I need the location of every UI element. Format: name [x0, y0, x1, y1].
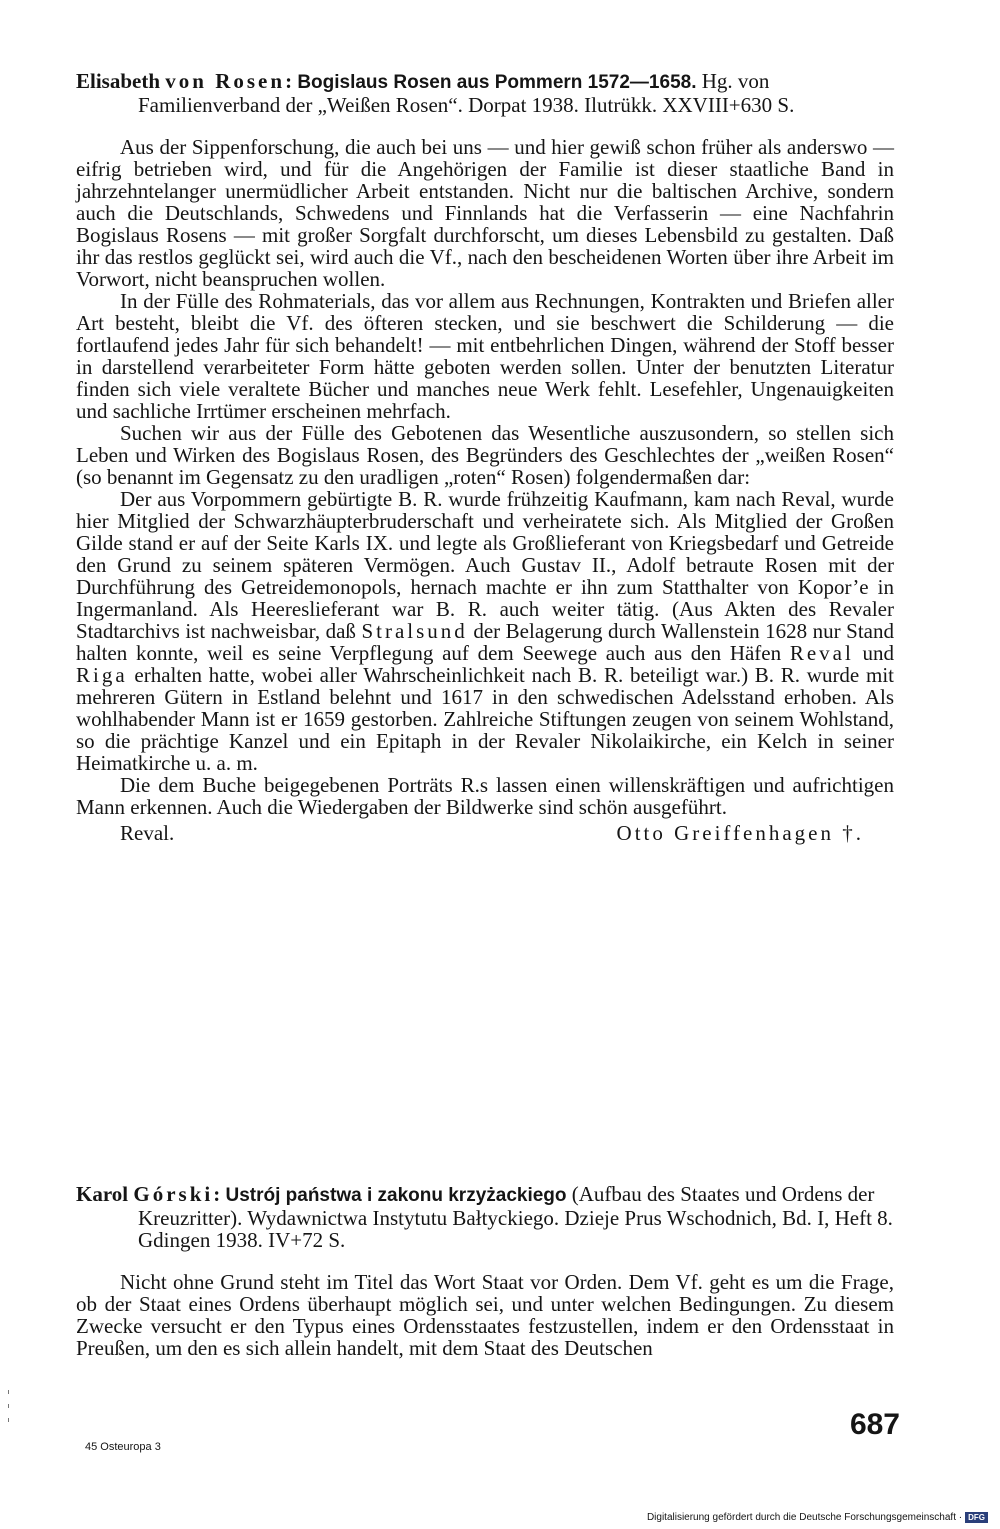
author-last-name: von Rosen [165, 69, 286, 93]
signature-row [76, 822, 894, 844]
digitization-footer [647, 1512, 988, 1523]
margin-mark [8, 1418, 9, 1422]
biography-paragraph [76, 488, 894, 774]
dfg-logo-icon: DFG [965, 1512, 988, 1523]
paragraph: Aus der Sippenforschung, die auch bei uns — und hier gewiß schon früher als anderswo — eifrig betrieben wird, und für die Angehörigen der Familie ist dieser staatliche Band in jahrzehntelanger unermüdlicher Arbeit entstanden. Nicht nur die baltischen Archive, sondern auch die Deutschlands, Schwedens und Finnlands hat die Verfasserin — eine Nachfahrin Bogislaus Rosens — mit großer Sorgfalt durchforscht, um dieses Lebensbild zu gestalten. Daß ihr das restlos geglückt sei, wird auch die Vf., nach den bescheidenen Worten über ihre Arbeit im Vorwort, nicht beanspruchen wollen. [76, 135, 894, 291]
author-first-name: Elisabeth [76, 69, 161, 93]
printer-signature: 45 Osteuropa 3 [85, 1441, 161, 1453]
paragraph: Suchen wir aus der Fülle des Gebotenen das Wesentliche auszusondern, so stellen sich Leben und Wirken des Bogislaus Rosen, des Begründers des Geschlechtes der „weißen Rosen“ (so benannt im Gegensatz zu den uradligen „roten“ Rosen) folgendermaßen dar: [76, 421, 894, 489]
author-last-name: Górski [133, 1182, 214, 1206]
reviewer-name: Otto Greiffenhagen †. [616, 821, 864, 845]
footer-text: Digitalisierung gefördert durch die Deutsche Forschungsgemeinschaft · [646, 1512, 963, 1523]
page-number: 687 [849, 1408, 900, 1441]
spacer [76, 116, 894, 136]
review-heading [76, 1183, 894, 1251]
colon: : [285, 69, 293, 93]
city-stralsund: Stralsund [361, 619, 468, 643]
review-place: Reval. [120, 821, 175, 845]
margin-mark [8, 1390, 9, 1394]
city-riga: Riga [76, 663, 128, 687]
paragraph: In der Fülle des Rohmaterials, das vor allem aus Rechnungen, Kontrakten und Briefen aller Art besteht, bleibt die Vf. des öfteren stecken, und sie beschwert die Schilderung — die fortlaufend jedes Jahr für sich behandelt! — mit entbehrlichen Dingen, während der Stoff besser in darstellend verarbeiteter Form hätte geboten werden sollen. Unter der benutzten Literatur finden sich viele veraltete Bücher und manches neue Werk fehlt. Lesefehler, Ungenauigkeiten und sachliche Irrtümer erscheinen mehrfach. [76, 289, 894, 423]
paragraph: Die dem Buche beigegebenen Porträts R.s lassen einen willenskräftigen und aufrichtigen Mann erkennen. Auch die Wiedergaben der Bildwerke sind schön ausgeführt. [76, 773, 894, 819]
author-first-name: Karol [76, 1182, 129, 1206]
bio-text: Der aus Vorpommern gebürtigte B. R. wurde frühzeitig Kaufmann, kam nach Reval, wurde hier Mitglied der Schwarzhäupterbruderschaft und verheiratete sich. Als Mitglied der Großen Gilde stand er auf der Seite Karls IX. und legte als Großlieferant von Kriegsbedarf und Getreide den Grund zu seinem späteren Vermögen. Auch Gustav II., Adolf betraute Rosen mit der Durchführung des Getreidemonopols, hernach machte er ihn zum Statthalter von Kopor’e in Ingermanland. Als Heereslieferant war B. R. auch weiter tätig. (Aus Akten des Revaler Stadtarchivs ist nachweisbar, daß [76, 487, 894, 643]
review-heading [76, 70, 894, 116]
bibliographic-info: (Aufbau des Staates und Ordens der Kreuzritter). Wydawnictwa Instytutu Bałtyckiego. Dzieje Prus Wschodnich, Bd. I, Heft 8. Gdingen 1938. IV+72 S. [138, 1182, 893, 1252]
bio-text: erhalten hatte, wobei aller Wahrscheinlichkeit nach B. R. beteiligt war.) B. R. wurde mit mehreren Gütern in Estland belehnt und 1617 in den schwedischen Adelsstand erhoben. Als wohlhabender Mann ist er 1659 gestorben. Zahlreiche Stiftungen zeugen von seinem Wohlstand, so die prächtige Kanzel und ein Epitaph in der Revaler Nikolaikirche, ein Kelch in seiner Heimatkirche u. a. m. [76, 663, 894, 775]
colon: : [213, 1182, 221, 1206]
review-entry-rosen [76, 70, 894, 844]
bibliographic-info: Hg. von Familienverband der „Weißen Rosen“. Dorpat 1938. Ilutrükk. XXVIII+630 S. [138, 69, 795, 117]
spacer [76, 1251, 894, 1271]
city-reval: Reval [789, 641, 854, 665]
bio-text: und [862, 641, 895, 665]
book-title: Bogislaus Rosen aus Pommern 1572—1658. [297, 72, 697, 93]
paragraph: Nicht ohne Grund steht im Titel das Wort Staat vor Orden. Dem Vf. geht es um die Frage, ob der Staat eines Ordens überhaupt möglich sei, und unter welchen Bedingungen. Zu diesem Zwecke versucht er den Typus eines Ordensstaates festzustellen, indem er den Ordensstaat in Preußen, um den es sich allein handelt, mit dem Staat des Deutschen [76, 1270, 894, 1360]
book-title: Ustrój państwa i zakonu krzyżackiego [225, 1185, 567, 1206]
margin-mark [8, 1404, 9, 1408]
bio-text: der Belagerung durch Wallenstein 1628 nur Stand halten konnte, weil es seine Verpflegung auf dem Seewege auch aus den Häfen [76, 619, 894, 665]
review-entry-gorski [76, 1183, 894, 1359]
